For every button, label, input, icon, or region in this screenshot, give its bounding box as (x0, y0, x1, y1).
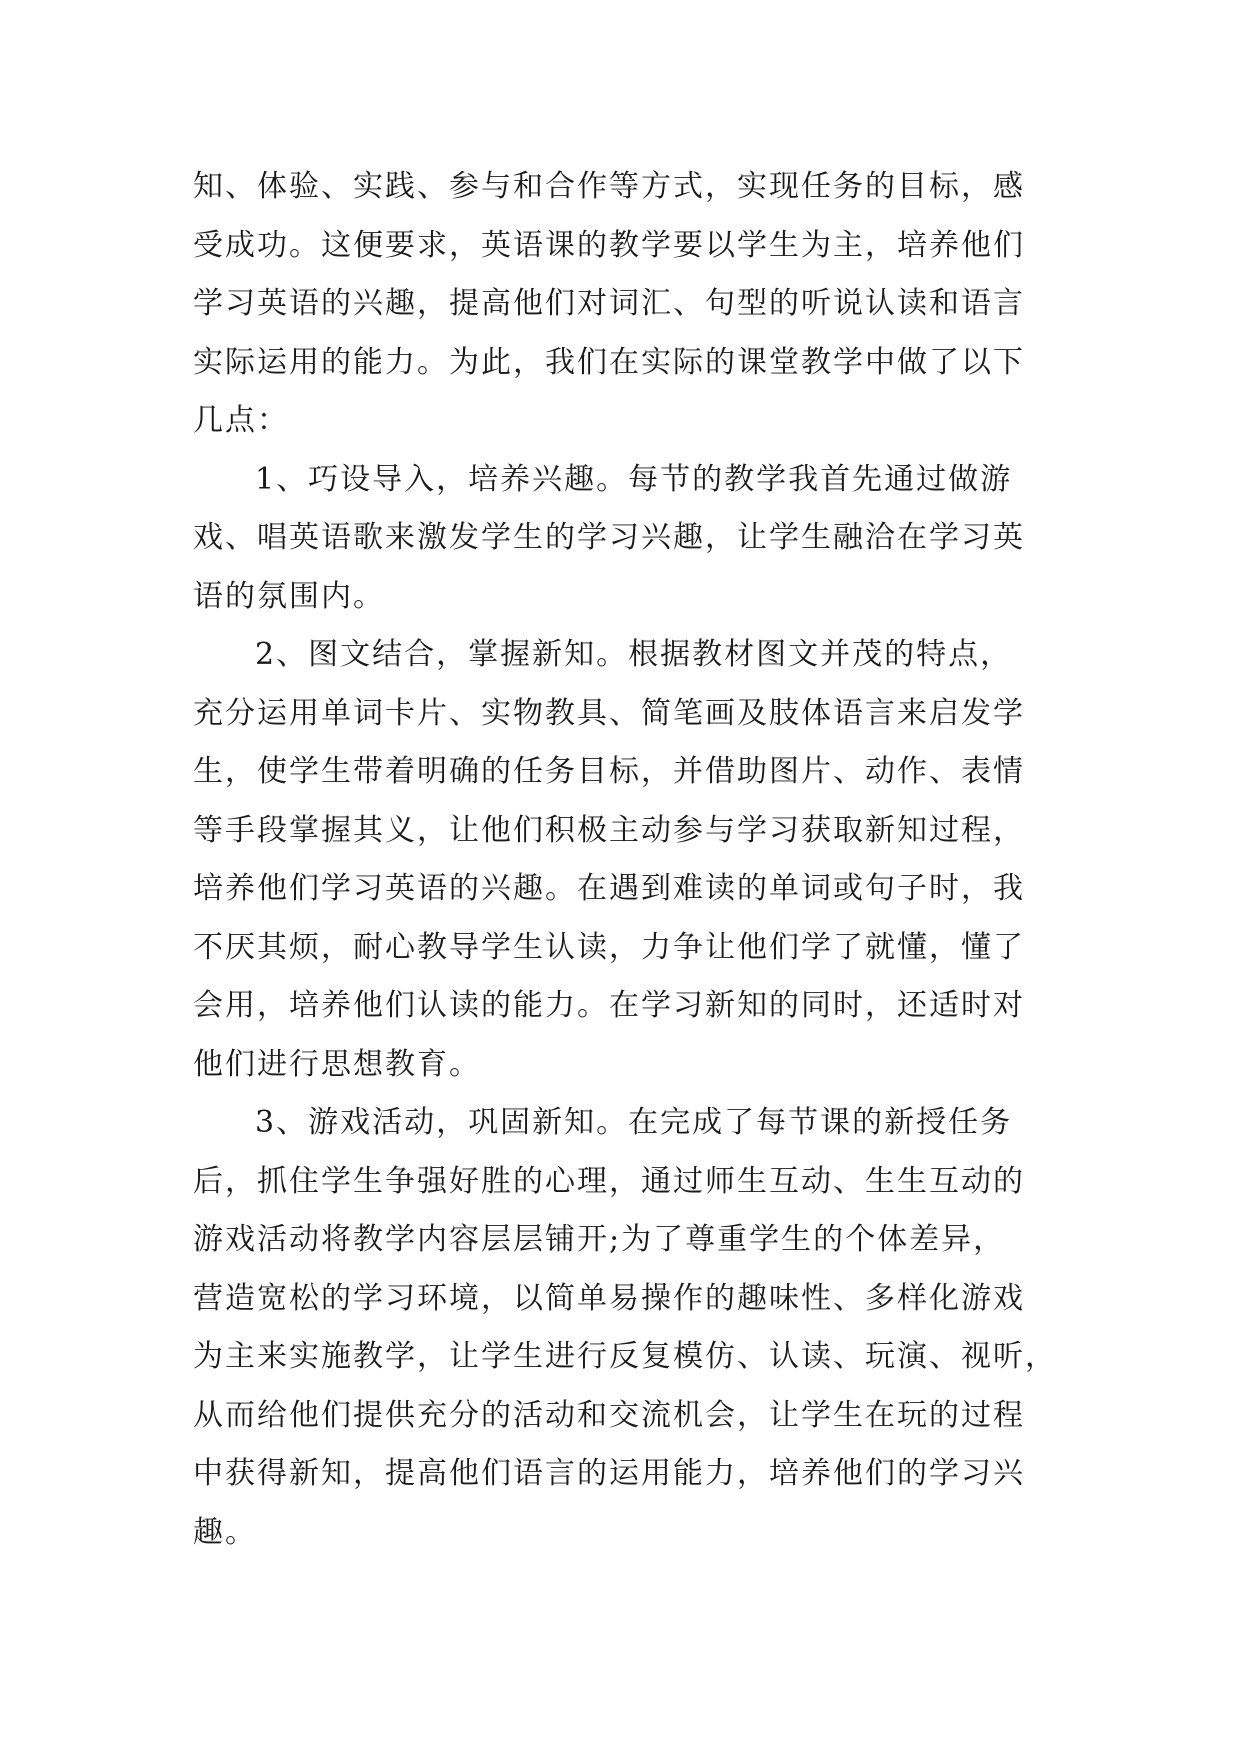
text-line: 从而给他们提供充分的活动和交流机会，让学生在玩的过程 (193, 1397, 1025, 1433)
text-line: 游戏活动将教学内容层层铺开;为了尊重学生的个体差异， (193, 1222, 1006, 1257)
text-line: 营造宽松的学习环境，以简单易操作的趣味性、多样化游戏 (193, 1280, 1025, 1316)
text-line: 受成功。这便要求，英语课的教学要以学生为主，培养他们 (193, 227, 1025, 263)
text-line: 中获得新知，提高他们语言的运用能力，培养他们的学习兴 (193, 1456, 1025, 1491)
text-line: 后，抓住学生争强好胜的心理，通过师生互动、生生互动的 (193, 1163, 1025, 1199)
text-line: 会用，培养他们认读的能力。在学习新知的同时，还适时对 (193, 988, 1025, 1023)
text-line: 知、体验、实践、参与和合作等方式，实现任务的目标，感 (193, 169, 1025, 204)
paragraph-point-2 (193, 626, 1053, 1094)
text-line: 不厌其烦，耐心教导学生认读，力争让他们学了就懂，懂了 (193, 929, 1025, 965)
text-line: 几点： (193, 403, 289, 438)
text-line: 培养他们学习英语的兴趣。在遇到难读的单词或句子时，我 (193, 871, 1025, 906)
text-line: 戏、唱英语歌来激发学生的学习兴趣，让学生融洽在学习英 (193, 520, 1025, 555)
paragraph-point-3 (193, 1094, 1057, 1562)
text-line: 实际运用的能力。为此，我们在实际的课堂教学中做了以下 (193, 344, 1025, 380)
text-line: 充分运用单词卡片、实物教具、简笔画及肢体语言来启发学 (193, 695, 1025, 731)
text-line: 他们进行思想教育。 (193, 1046, 481, 1082)
paragraph-intro (193, 158, 1053, 451)
text-line: 3、游戏活动，巩固新知。在完成了每节课的新授任务 (255, 1105, 1013, 1140)
text-line: 趣。 (193, 1514, 257, 1550)
paragraph-point-1 (193, 451, 1053, 627)
text-line: 等手段掌握其义，让他们积极主动参与学习获取新知过程， (193, 812, 1025, 848)
text-line: 1、巧设导入，培养兴趣。每节的教学我首先通过做游 (255, 461, 1013, 497)
text-line: 为主来实施教学，让学生进行反复模仿、认读、玩演、视听， (193, 1339, 1057, 1374)
document-body (193, 158, 1057, 1562)
text-line: 生，使学生带着明确的任务目标，并借助图片、动作、表情 (193, 754, 1025, 789)
text-line: 2、图文结合，掌握新知。根据教材图文并茂的特点， (255, 637, 1013, 672)
text-line: 语的氛围内。 (193, 578, 385, 614)
text-line: 学习英语的兴趣，提高他们对词汇、句型的听说认读和语言 (193, 286, 1025, 321)
